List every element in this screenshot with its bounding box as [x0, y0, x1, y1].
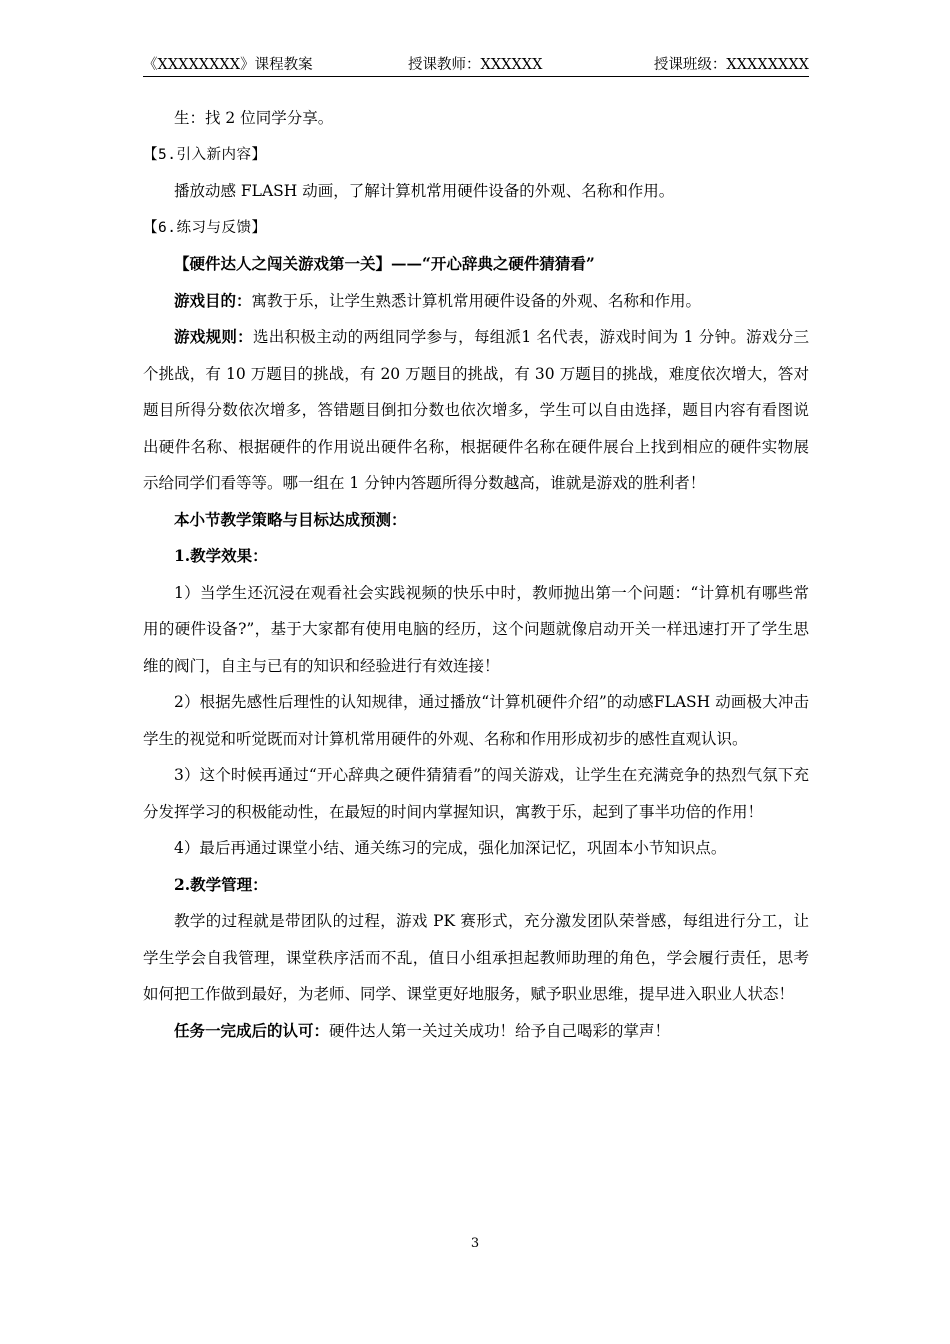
strategy-heading-text: 本小节教学策略与目标达成预测：	[174, 509, 407, 529]
game-goal-label: 游戏目的：	[174, 290, 252, 310]
game-rules-text: 选出积极主动的两组同学参与，每组派1 名代表，游戏时间为 1 分钟。游戏分三个挑战，有 10 万题目的挑战，有 20 万题目的挑战，有 30 万题目的挑战，难度依次增大，答对题目所得分数依次增多，答错题目倒扣分数也依次增多，学生可以自由选择，题目内容有看图说出硬件名称、根据硬件的作用说出硬件名称，根据硬件名称在硬件展台上找到相应的硬件实物展示给同学们看等等。哪一组在 1 分钟内答题所得分数越高，谁就是游戏的胜利者！	[143, 328, 809, 492]
management-heading-text: 2.教学管理：	[174, 874, 268, 894]
paragraph-effect-3: 3）这个时候再通过“开心辞典之硬件猜猜看”的闯关游戏，让学生在充满竞争的热烈气氛下充分发挥学习的积极能动性，在最短的时间内掌握知识，寓教于乐，起到了事半功倍的作用！	[143, 766, 809, 821]
paragraph-game-goal	[143, 283, 809, 320]
paragraph-effect-1: 1）当学生还沉浸在观看社会实践视频的快乐中时，教师抛出第一个问题：“计算机有哪些常用的硬件设备?”，基于大家都有使用电脑的经历，这个问题就像启动开关一样迅速打开了学生思维的阀门，自主与已有的知识和经验进行有效连接！	[143, 583, 809, 675]
task-completion-label: 任务一完成后的认可：	[174, 1020, 330, 1040]
strategy-heading	[143, 502, 809, 539]
task-completion-text: 硬件达人第一关过关成功！给予自己喝彩的掌声！	[329, 1021, 671, 1040]
header-course-title: 《XXXXXXXX》课程教案	[143, 57, 313, 73]
game-title	[143, 246, 809, 283]
paragraph-effect-2: 2）根据先感性后理性的认知规律，通过播放“计算机硬件介绍”的动感FLASH 动画极大冲击学生的视觉和听觉既而对计算机常用硬件的外观、名称和作用形成初步的感性直观认识。	[143, 693, 809, 748]
paragraph-effect-4: 4）最后再通过课堂小结、通关练习的完成，强化加深记忆，巩固本小节知识点。	[174, 839, 727, 857]
page-number: 3	[470, 1236, 480, 1251]
game-rules-label: 游戏规则：	[174, 327, 253, 346]
page-header	[143, 54, 809, 77]
effect-heading	[143, 538, 809, 575]
paragraph-management: 教学的过程就是带团队的过程，游戏 PK 赛形式，充分激发团队荣誉感，每组进行分工，让学生学会自我管理，课堂秩序活而不乱，值日小组承担起教师助理的角色，学会履行责任，思考如何把工作做到最好，为老师、同学、课堂更好地服务，赋予职业思维，提早进入职业人状态！	[143, 912, 809, 1003]
management-heading	[143, 867, 809, 904]
header-teacher: 授课教师：XXXXXX	[408, 57, 543, 73]
paragraph-task-completion	[143, 1013, 809, 1050]
paragraph-flash: 播放动感 FLASH 动画，了解计算机常用硬件设备的外观、名称和作用。	[174, 182, 675, 200]
section-heading-5: 【5.引入新内容】	[143, 146, 267, 163]
effect-heading-text: 1.教学效果：	[174, 546, 268, 565]
game-title-text: 【硬件达人之闯关游戏第一关】——“开心辞典之硬件猜猜看”	[174, 254, 595, 273]
paragraph-student-share: 生：找 2 位同学分享。	[174, 109, 334, 127]
section-heading-6: 【6.练习与反馈】	[143, 219, 267, 236]
document-body	[143, 100, 809, 1049]
header-class: 授课班级：XXXXXXXX	[653, 57, 809, 73]
paragraph-game-rules	[143, 319, 809, 502]
game-goal-text: 寓教于乐，让学生熟悉计算机常用硬件设备的外观、名称和作用。	[251, 291, 702, 310]
